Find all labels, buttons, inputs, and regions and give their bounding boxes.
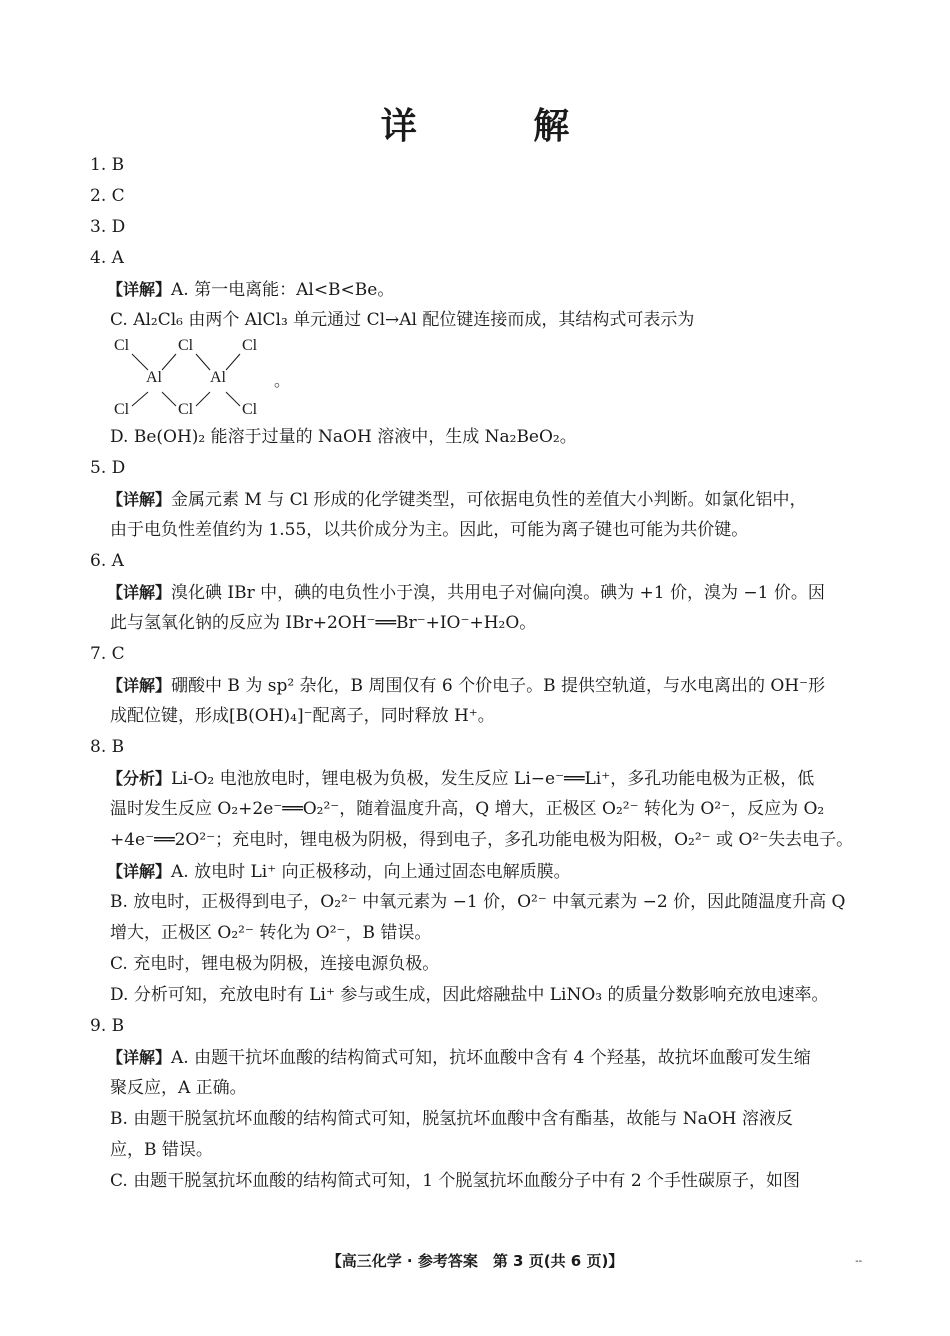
bond-line bbox=[162, 392, 176, 406]
section-tag: 【分析】 bbox=[107, 769, 172, 788]
document-body bbox=[90, 150, 862, 1197]
answer-number bbox=[90, 150, 862, 181]
line-text: 9. B bbox=[90, 1016, 125, 1036]
line-text: C. Al₂Cl₆ 由两个 AlCl₃ 单元通过 Cl→Al 配位键连接而成，其结构式可表示为 bbox=[110, 310, 695, 330]
answer-number bbox=[90, 546, 862, 577]
explanation-line bbox=[90, 701, 862, 732]
line-text: B. 由题干脱氢抗坏血酸的结构简式可知，脱氢抗坏血酸中含有酯基，故能与 NaOH 溶液反 bbox=[110, 1109, 793, 1129]
bond-line bbox=[132, 392, 148, 406]
explanation-line bbox=[90, 422, 862, 453]
line-text: 金属元素 M 与 Cl 形成的化学键类型，可依据电负性的差值大小判断。如氯化铝中， bbox=[171, 490, 807, 510]
atom-label: Cl bbox=[242, 401, 258, 418]
line-text: 4. A bbox=[90, 248, 124, 268]
explanation-line bbox=[90, 515, 862, 546]
line-text: Li-O₂ 电池放电时，锂电极为负极，发生反应 Li−e⁻══Li⁺，多孔功能电极为正极，低 bbox=[171, 769, 815, 789]
explanation-line bbox=[90, 1104, 862, 1135]
al2cl6-structure bbox=[110, 336, 862, 422]
explanation-line bbox=[90, 856, 862, 887]
answer-number bbox=[90, 181, 862, 212]
explanation-line bbox=[90, 763, 862, 794]
section-tag: 【详解】 bbox=[107, 862, 172, 881]
explanation-line bbox=[90, 918, 862, 949]
bond-line bbox=[196, 392, 210, 406]
line-text: D. 分析可知，充放电时有 Li⁺ 参与或生成，因此熔融盐中 LiNO₃ 的质量分数影响充放电速率。 bbox=[110, 985, 829, 1005]
bond-line bbox=[132, 354, 148, 370]
line-text: C. 由题干脱氢抗坏血酸的结构简式可知，1 个脱氢抗坏血酸分子中有 2 个手性碳原子，如图 bbox=[110, 1171, 801, 1191]
section-tag: 【详解】 bbox=[107, 1048, 172, 1067]
atom-label: Cl bbox=[114, 401, 130, 418]
line-text: 1. B bbox=[90, 155, 125, 175]
line-text: 溴化碘 IBr 中，碘的电负性小于溴，共用电子对偏向溴。碘为 +1 价，溴为 −1 价。因 bbox=[171, 583, 825, 603]
atom-label: Cl bbox=[114, 337, 130, 354]
atom-label: Cl bbox=[178, 401, 194, 418]
section-tag: 【详解】 bbox=[107, 490, 172, 509]
section-tag: 【详解】 bbox=[107, 280, 172, 299]
explanation-line bbox=[90, 794, 862, 825]
bond-line bbox=[226, 354, 240, 370]
line-text: 增大，正极区 O₂²⁻ 转化为 O²⁻，B 错误。 bbox=[110, 923, 432, 943]
explanation-line bbox=[90, 577, 862, 608]
line-text: A. 第一电离能：Al<B<Be。 bbox=[171, 280, 395, 300]
line-text: 8. B bbox=[90, 737, 125, 757]
line-text: 应，B 错误。 bbox=[110, 1140, 213, 1160]
explanation-line bbox=[90, 1166, 862, 1197]
bond-line bbox=[196, 354, 210, 370]
answer-number bbox=[90, 453, 862, 484]
answer-number bbox=[90, 732, 862, 763]
line-text: 温时发生反应 O₂+2e⁻══O₂²⁻，随着温度升高，Q 增大，正极区 O₂²⁻ 转化为 O²⁻，反应为 O₂ bbox=[110, 799, 825, 819]
line-text: 成配位键，形成[B(OH)₄]⁻配离子，同时释放 H⁺。 bbox=[110, 706, 495, 726]
explanation-line bbox=[90, 980, 862, 1011]
line-text: 聚反应，A 正确。 bbox=[110, 1078, 247, 1098]
line-text: A. 放电时 Li⁺ 向正极移动，向上通过固态电解质膜。 bbox=[171, 862, 571, 882]
answer-number bbox=[90, 212, 862, 243]
explanation-line bbox=[90, 1073, 862, 1104]
line-text: 2. C bbox=[90, 186, 125, 206]
explanation-line bbox=[90, 608, 862, 639]
line-text: A. 由题干抗坏血酸的结构简式可知，抗坏血酸中含有 4 个羟基，故抗坏血酸可发生缩 bbox=[171, 1048, 811, 1068]
page-footer: 【高三化学 · 参考答案 第 3 页(共 6 页)】 bbox=[326, 1252, 624, 1270]
line-text: 5. D bbox=[90, 458, 126, 478]
answer-number bbox=[90, 639, 862, 670]
explanation-line bbox=[90, 825, 862, 856]
atom-label: Al bbox=[210, 369, 226, 386]
explanation-line bbox=[90, 1042, 862, 1073]
explanation-line bbox=[90, 305, 862, 336]
line-text: C. 充电时，锂电极为阴极，连接电源负极。 bbox=[110, 954, 440, 974]
answer-number bbox=[90, 243, 862, 274]
line-text: 6. A bbox=[90, 551, 124, 571]
section-tag: 【详解】 bbox=[107, 676, 172, 695]
line-text: 7. C bbox=[90, 644, 125, 664]
corner-mark: -- bbox=[855, 1256, 862, 1267]
line-text: 由于电负性差值约为 1.55，以共价成分为主。因此，可能为离子键也可能为共价键。 bbox=[110, 520, 749, 540]
atom-label: Al bbox=[146, 369, 162, 386]
line-text: B. 放电时，正极得到电子，O₂²⁻ 中氧元素为 −1 价，O²⁻ 中氧元素为 −2 价，因此随温度升高 Q bbox=[110, 892, 846, 912]
structure-end-mark: 。 bbox=[274, 373, 291, 390]
atom-label: Cl bbox=[242, 337, 258, 354]
explanation-line bbox=[90, 949, 862, 980]
explanation-line bbox=[90, 274, 862, 305]
line-text: 硼酸中 B 为 sp² 杂化，B 周围仅有 6 个价电子。B 提供空轨道，与水电离出的 OH⁻形 bbox=[171, 676, 826, 696]
explanation-line bbox=[90, 1135, 862, 1166]
bond-line bbox=[162, 354, 176, 370]
page-title: 详 解 bbox=[380, 106, 622, 147]
explanation-line bbox=[90, 670, 862, 701]
line-text: 3. D bbox=[90, 217, 126, 237]
section-tag: 【详解】 bbox=[107, 583, 172, 602]
line-text: D. Be(OH)₂ 能溶于过量的 NaOH 溶液中，生成 Na₂BeO₂。 bbox=[110, 427, 577, 447]
line-text: 此与氢氧化钠的反应为 IBr+2OH⁻══Br⁻+IO⁻+H₂O。 bbox=[110, 613, 537, 633]
bond-line bbox=[226, 392, 240, 406]
al2cl6-structure-diagram bbox=[110, 336, 310, 422]
explanation-line bbox=[90, 887, 862, 918]
line-text: +4e⁻══2O²⁻；充电时，锂电极为阴极，得到电子，多孔功能电极为阳极，O₂²⁻ 或 O²⁻失去电子。 bbox=[110, 830, 854, 850]
atom-label: Cl bbox=[178, 337, 194, 354]
explanation-line bbox=[90, 484, 862, 515]
answer-number bbox=[90, 1011, 862, 1042]
